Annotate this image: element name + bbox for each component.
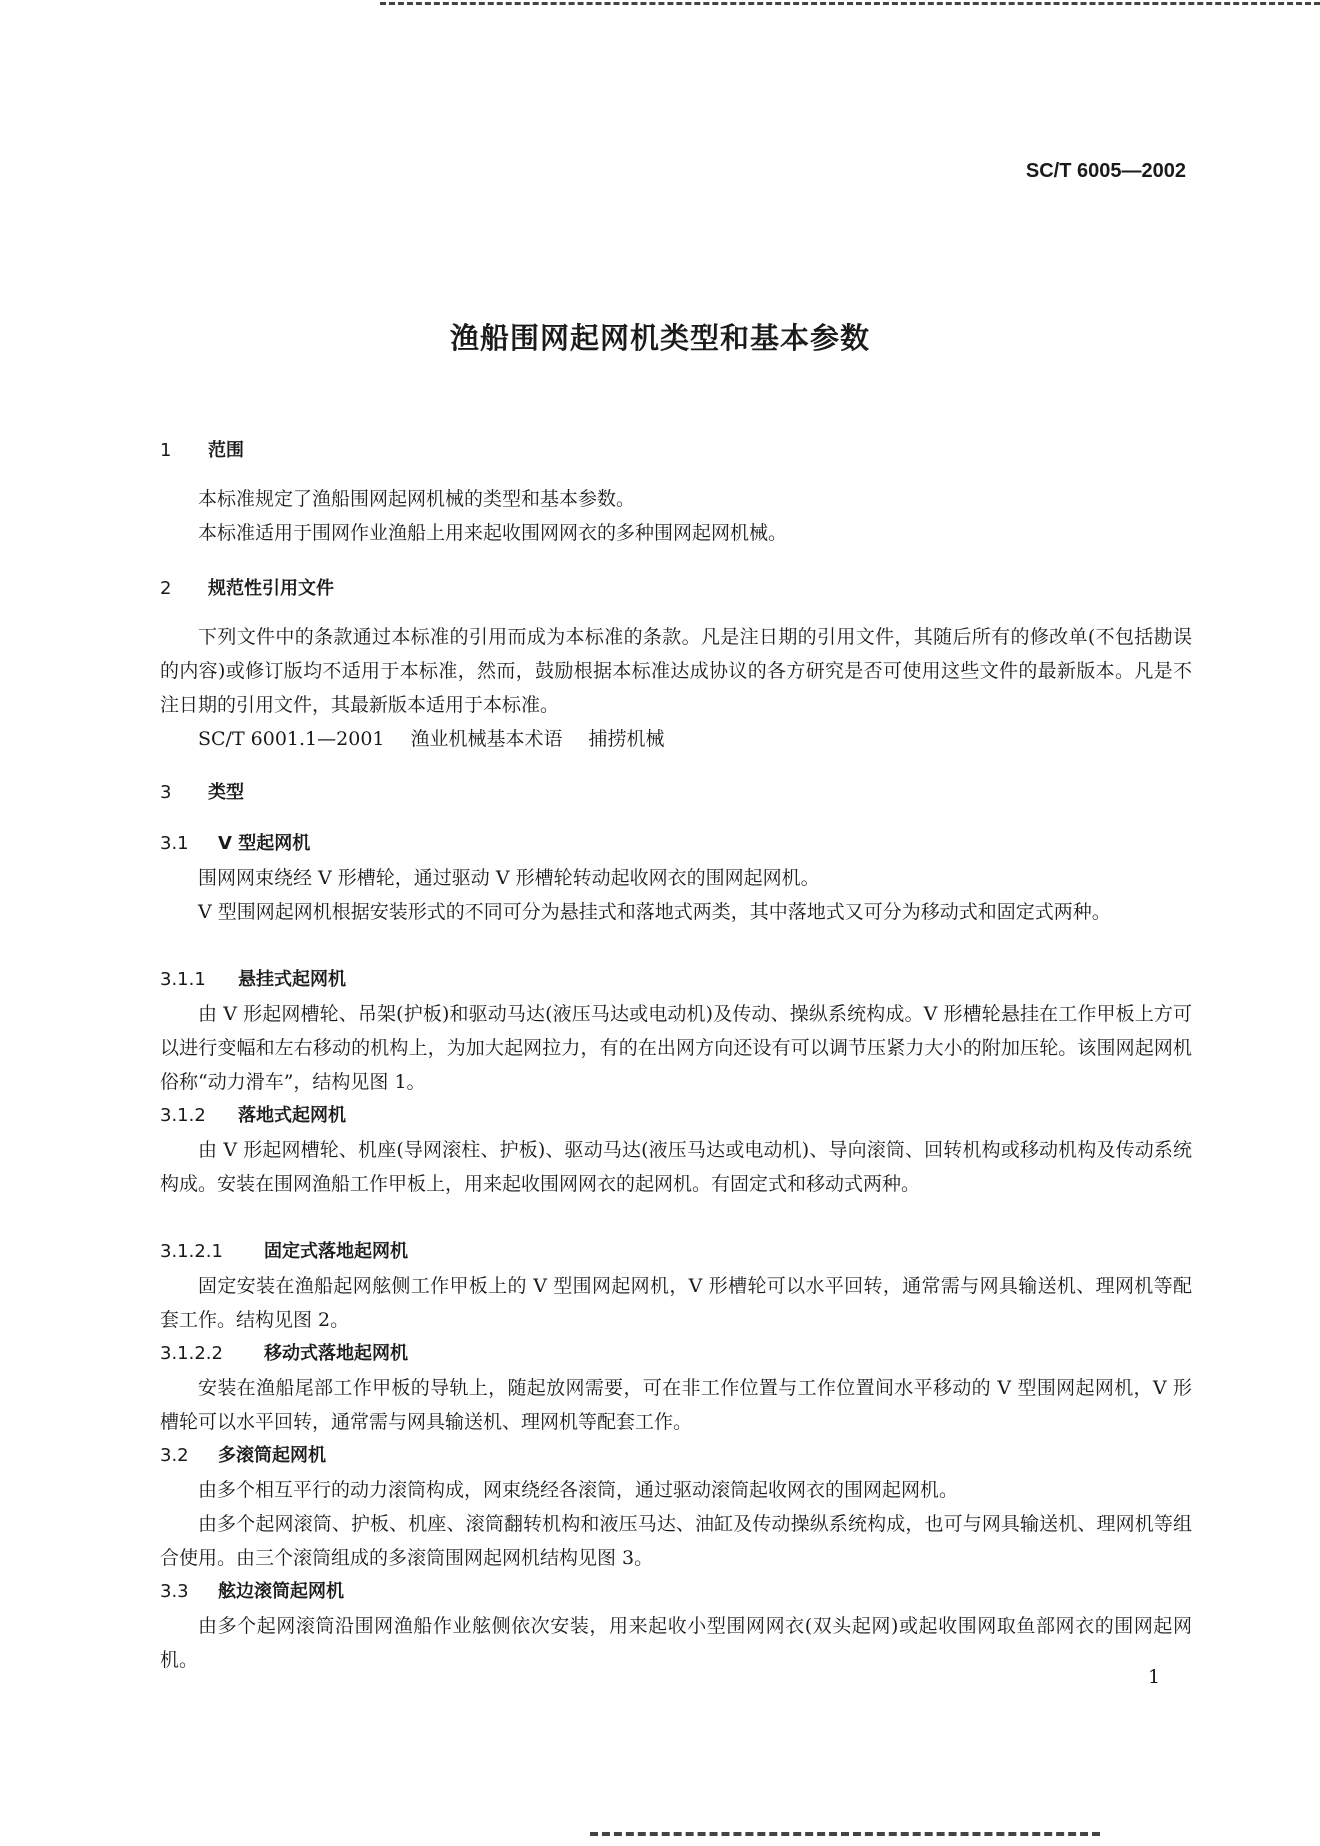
section-heading: 3.1.1 悬挂式起网机 — [160, 969, 346, 990]
scan-edge-bottom — [590, 1832, 1100, 1836]
section-3-1-2-2 — [160, 1337, 1192, 1439]
paragraph: 由多个相互平行的动力滚筒构成，网束绕经各滚筒，通过驱动滚筒起收网衣的围网起网机。 — [198, 1479, 959, 1501]
paragraph: 由多个起网滚筒沿围网渔船作业舷侧依次安装，用来起收小型围网网衣(双头起网)或起收围网取鱼部网衣的围网起网机。 — [160, 1615, 1192, 1671]
section-heading: 3.1.2.1 固定式落地起网机 — [160, 1241, 408, 1262]
page-title: 渔船围网起网机类型和基本参数 — [449, 321, 870, 355]
section-heading: 3.2 多滚筒起网机 — [160, 1445, 326, 1466]
section-3-1-2-1 — [160, 1235, 1192, 1337]
section-3-1-2 — [160, 1099, 1192, 1201]
reference-title: 渔业机械基本术语 — [410, 728, 563, 750]
section-3-1 — [160, 827, 1192, 929]
paragraph: 围网网束绕经 V 形槽轮，通过驱动 V 形槽轮转动起收网衣的围网起网机。 — [198, 867, 820, 889]
paragraph: V 型围网起网机根据安装形式的不同可分为悬挂式和落地式两类，其中落地式又可分为移动式和固定式两种。 — [198, 901, 1111, 923]
section-heading: 3.3 舷边滚筒起网机 — [160, 1581, 344, 1602]
section-3-1-1 — [160, 963, 1192, 1099]
section-3 — [160, 776, 1192, 810]
paragraph: 由多个起网滚筒、护板、机座、滚筒翻转机构和液压马达、油缸及传动操纵系统构成，也可与网具输送机、理网机等组合使用。由三个滚筒组成的多滚筒围网起网机结构见图 3。 — [160, 1513, 1192, 1569]
section-heading: 3.1 V 型起网机 — [160, 833, 311, 854]
section-heading: 3 类型 — [160, 782, 244, 803]
paragraph: 由 V 形起网槽轮、机座(导网滚柱、护板)、驱动马达(液压马达或电动机)、导向滚筒、回转机构或移动机构及传动系统构成。安装在围网渔船工作甲板上，用来起收围网网衣的起网机。有固定式和移动式两种。 — [160, 1139, 1192, 1195]
reference-subtitle: 捕捞机械 — [588, 728, 665, 750]
section-3-2 — [160, 1439, 1192, 1575]
section-heading: 3.1.2.2 移动式落地起网机 — [160, 1343, 408, 1364]
section-2-body — [160, 620, 1192, 756]
section-1 — [160, 434, 1192, 468]
section-heading: 1 范围 — [160, 440, 244, 461]
paragraph: 安装在渔船尾部工作甲板的导轨上，随起放网需要，可在非工作位置与工作位置间水平移动的 V 型围网起网机，V 形槽轮可以水平回转，通常需与网具输送机、理网机等配套工作。 — [160, 1377, 1192, 1433]
paragraph: 本标准规定了渔船围网起网机械的类型和基本参数。 — [198, 488, 636, 510]
section-heading: 3.1.2 落地式起网机 — [160, 1105, 346, 1126]
section-1-body — [160, 482, 1192, 550]
standard-number: SC/T 6005—2002 — [1025, 160, 1186, 182]
section-heading: 2 规范性引用文件 — [160, 578, 334, 599]
section-3-3 — [160, 1575, 1192, 1677]
paragraph: 下列文件中的条款通过本标准的引用而成为本标准的条款。凡是注日期的引用文件，其随后所有的修改单(不包括勘误的内容)或修订版均不适用于本标准，然而，鼓励根据本标准达成协议的各方研究是否可使用这些文件的最新版本。凡是不注日期的引用文件，其最新版本适用于本标准。 — [160, 626, 1192, 716]
paragraph: 本标准适用于围网作业渔船上用来起收围网网衣的多种围网起网机械。 — [198, 522, 788, 544]
section-2 — [160, 572, 1192, 606]
paragraph: 固定安装在渔船起网舷侧工作甲板上的 V 型围网起网机，V 形槽轮可以水平回转，通常需与网具输送机、理网机等配套工作。结构见图 2。 — [160, 1275, 1192, 1331]
paragraph: 由 V 形起网槽轮、吊架(护板)和驱动马达(液压马达或电动机)及传动、操纵系统构成。V 形槽轮悬挂在工作甲板上方可以进行变幅和左右移动的机构上，为加大起网拉力，有的在出网方向还设有可以调节压紧力大小的附加压轮。该围网起网机俗称“动力滑车”，结构见图 1。 — [160, 1003, 1192, 1093]
page-number: 1 — [1148, 1666, 1161, 1688]
reference-code: SC/T 6001.1—2001 — [198, 728, 385, 750]
scan-edge-top — [380, 2, 1320, 5]
normative-reference — [160, 722, 1192, 756]
